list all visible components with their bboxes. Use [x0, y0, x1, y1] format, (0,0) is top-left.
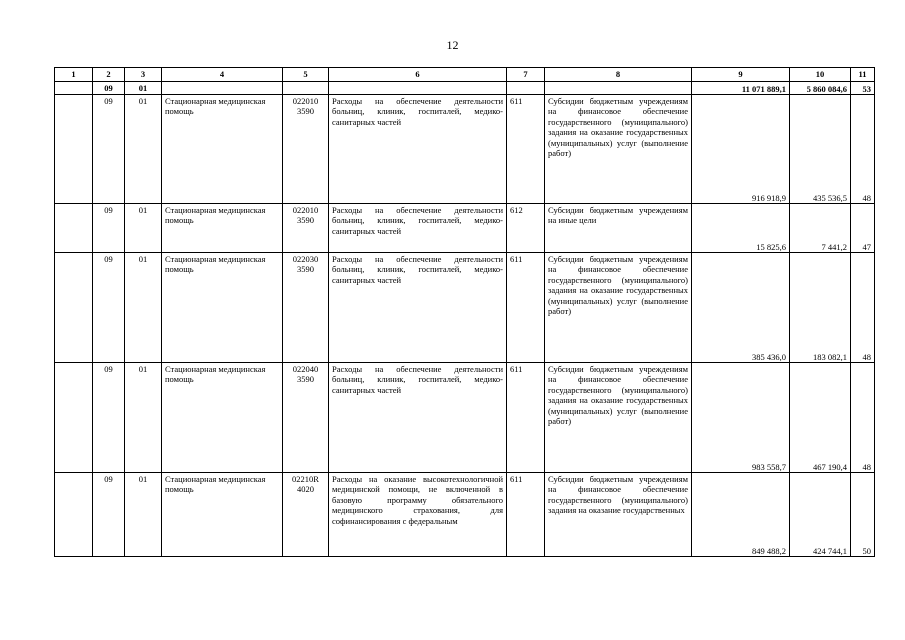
- amount-col10: 7 441,2: [790, 204, 851, 253]
- target-article-code: 02210R 4020: [283, 473, 329, 557]
- expense-type-code: 611: [507, 473, 545, 557]
- column-header: 6: [329, 68, 507, 82]
- subsection-code: 01: [125, 82, 162, 95]
- section-name: Стационарная медицинская помощь: [162, 473, 283, 557]
- amount-col9: 916 918,9: [692, 95, 790, 204]
- target-article-code: 022010 3590: [283, 95, 329, 204]
- section-name: Стационарная медицинская помощь: [162, 95, 283, 204]
- table-cell: [55, 82, 93, 95]
- expense-type-name: Субсидии бюджетным учреждениям на финансовое обеспечение государственного (муниципального) задания на оказание государственных (муниципальных) услуг (выполнение работ): [545, 363, 692, 473]
- target-article-code: 022030 3590: [283, 253, 329, 363]
- section-code: 09: [93, 473, 125, 557]
- amount-col9: 983 558,7: [692, 363, 790, 473]
- column-number-row: [55, 68, 875, 82]
- section-code: 09: [93, 363, 125, 473]
- expense-description: Расходы на обеспечение деятельности больниц, клиник, госпиталей, медико-санитарных частей: [329, 95, 507, 204]
- table-cell: [55, 363, 93, 473]
- column-header: 5: [283, 68, 329, 82]
- section-name: Стационарная медицинская помощь: [162, 204, 283, 253]
- expense-type-name: Субсидии бюджетным учреждениям на финансовое обеспечение государственного (муниципального) задания на оказание государственных (муниципальных) услуг (выполнение работ): [545, 95, 692, 204]
- page-number: 12: [446, 38, 459, 52]
- section-name: Стационарная медицинская помощь: [162, 363, 283, 473]
- percent-col11: 48: [851, 363, 875, 473]
- column-header: 4: [162, 68, 283, 82]
- expense-type-code: 611: [507, 253, 545, 363]
- total-amount-col9: 11 071 889,1: [692, 82, 790, 95]
- table-row: [55, 473, 875, 557]
- expense-type-name: Субсидии бюджетным учреждениям на иные цели: [545, 204, 692, 253]
- percent-col11: 48: [851, 95, 875, 204]
- table-cell: [283, 82, 329, 95]
- column-header: 1: [55, 68, 93, 82]
- target-article-code: 022040 3590: [283, 363, 329, 473]
- expense-type-name: Субсидии бюджетным учреждениям на финансовое обеспечение государственного (муниципального) задания на оказание государственных (муниципальных) услуг (выполнение работ): [545, 253, 692, 363]
- expense-description: Расходы на оказание высокотехнологичной медицинской помощи, не включенной в базовую программу обязательного медицинского страхования, для софинансирования с федеральным: [329, 473, 507, 557]
- table-row: [55, 95, 875, 204]
- table-cell: [545, 82, 692, 95]
- table-cell: [329, 82, 507, 95]
- amount-col10: 183 082,1: [790, 253, 851, 363]
- expense-type-code: 611: [507, 95, 545, 204]
- percent-col11: 47: [851, 204, 875, 253]
- section-code: 09: [93, 95, 125, 204]
- table-cell: [507, 82, 545, 95]
- expense-description: Расходы на обеспечение деятельности больниц, клиник, госпиталей, медико-санитарных частей: [329, 253, 507, 363]
- amount-col10: 467 190,4: [790, 363, 851, 473]
- total-amount-col10: 5 860 084,6: [790, 82, 851, 95]
- table-row: [55, 363, 875, 473]
- section-code: 09: [93, 82, 125, 95]
- expense-description: Расходы на обеспечение деятельности больниц, клиник, госпиталей, медико-санитарных частей: [329, 363, 507, 473]
- amount-col9: 385 436,0: [692, 253, 790, 363]
- column-header: 11: [851, 68, 875, 82]
- column-header: 7: [507, 68, 545, 82]
- subsection-code: 01: [125, 473, 162, 557]
- target-article-code: 022010 3590: [283, 204, 329, 253]
- budget-table: [54, 67, 875, 557]
- table-cell: [162, 82, 283, 95]
- percent-col11: 50: [851, 473, 875, 557]
- table-cell: [55, 253, 93, 363]
- subsection-code: 01: [125, 363, 162, 473]
- column-header: 2: [93, 68, 125, 82]
- table-row: [55, 253, 875, 363]
- table-row: [55, 204, 875, 253]
- table-cell: [55, 473, 93, 557]
- column-header: 8: [545, 68, 692, 82]
- section-name: Стационарная медицинская помощь: [162, 253, 283, 363]
- total-row: [55, 82, 875, 95]
- expense-type-code: 611: [507, 363, 545, 473]
- expense-description: Расходы на обеспечение деятельности больниц, клиник, госпиталей, медико-санитарных частей: [329, 204, 507, 253]
- section-code: 09: [93, 253, 125, 363]
- subsection-code: 01: [125, 204, 162, 253]
- total-col11: 53: [851, 82, 875, 95]
- table-cell: [55, 95, 93, 204]
- amount-col9: 849 488,2: [692, 473, 790, 557]
- percent-col11: 48: [851, 253, 875, 363]
- amount-col10: 424 744,1: [790, 473, 851, 557]
- expense-type-code: 612: [507, 204, 545, 253]
- section-code: 09: [93, 204, 125, 253]
- table-cell: [55, 204, 93, 253]
- amount-col9: 15 825,6: [692, 204, 790, 253]
- subsection-code: 01: [125, 253, 162, 363]
- column-header: 3: [125, 68, 162, 82]
- expense-type-name: Субсидии бюджетным учреждениям на финансовое обеспечение государственного (муниципального) задания на оказание государственных: [545, 473, 692, 557]
- amount-col10: 435 536,5: [790, 95, 851, 204]
- subsection-code: 01: [125, 95, 162, 204]
- column-header: 10: [790, 68, 851, 82]
- column-header: 9: [692, 68, 790, 82]
